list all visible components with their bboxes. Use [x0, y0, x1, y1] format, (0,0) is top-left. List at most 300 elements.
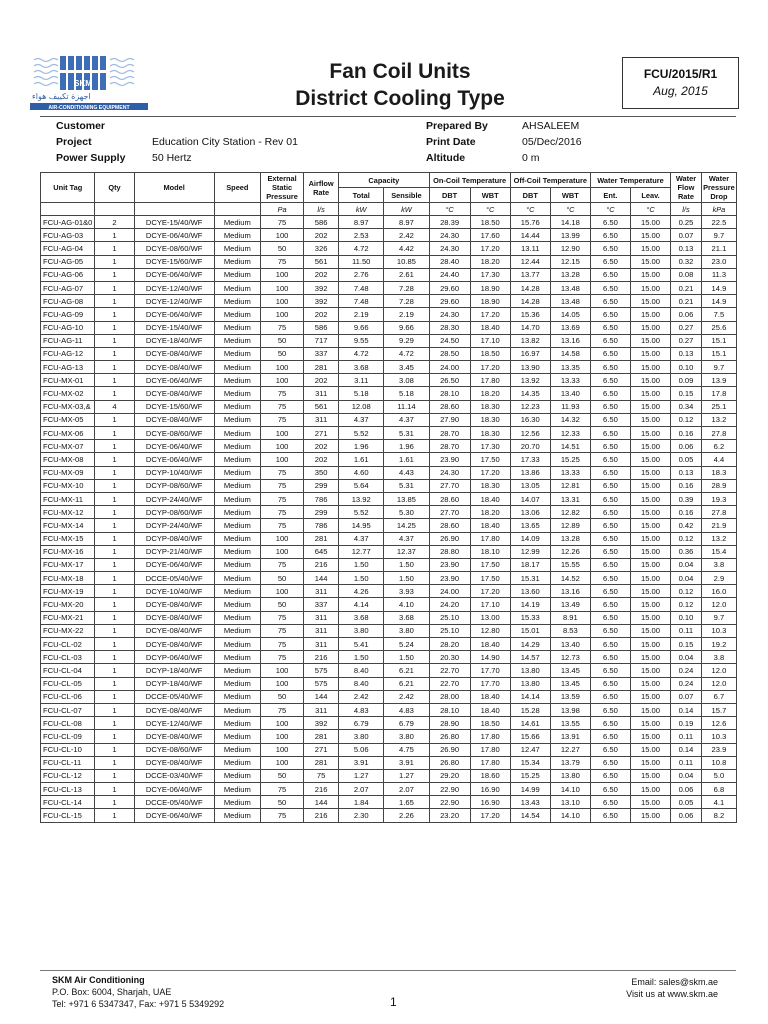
info-values-right: [522, 118, 582, 166]
table-cell: 12.37: [384, 545, 429, 558]
table-cell: 4.75: [384, 743, 429, 756]
table-cell: FCU-MX-07: [41, 440, 95, 453]
table-cell: 19.3: [701, 492, 736, 505]
table-cell: 8.97: [384, 216, 429, 229]
table-cell: 22.70: [429, 664, 470, 677]
table-cell: 2.53: [339, 229, 384, 242]
table-cell: 1: [95, 466, 134, 479]
table-cell: 6.50: [590, 506, 630, 519]
table-cell: 2: [95, 216, 134, 229]
table-cell: 3.68: [339, 361, 384, 374]
table-cell: 1: [95, 677, 134, 690]
info-values-left: [152, 118, 298, 166]
table-cell: 27.70: [429, 506, 470, 519]
table-cell: 15.00: [630, 624, 670, 637]
table-cell: 0.06: [671, 440, 702, 453]
table-cell: 14.10: [550, 809, 590, 822]
table-cell: 13.92: [339, 492, 384, 505]
table-cell: 0.24: [671, 677, 702, 690]
table-cell: 100: [260, 440, 303, 453]
table-cell: 1: [95, 624, 134, 637]
table-cell: 4.43: [384, 466, 429, 479]
table-cell: DCCE-05/40/WF: [134, 572, 214, 585]
table-cell: 1: [95, 308, 134, 321]
table-cell: FCU-AG-09: [41, 308, 95, 321]
table-cell: 16.90: [470, 783, 510, 796]
table-cell: 13.2: [701, 413, 736, 426]
table-cell: Medium: [214, 611, 260, 624]
table-cell: 15.00: [630, 387, 670, 400]
table-cell: 13.49: [550, 598, 590, 611]
table-cell: 786: [304, 519, 339, 532]
table-cell: 6.50: [590, 387, 630, 400]
table-cell: 100: [260, 295, 303, 308]
table-cell: 28.9: [701, 479, 736, 492]
table-cell: DCYE-06/40/WF: [134, 440, 214, 453]
table-cell: 4.37: [339, 413, 384, 426]
col-water-leav: Leav.: [630, 188, 670, 203]
table-cell: 15.00: [630, 229, 670, 242]
table-cell: 22.70: [429, 677, 470, 690]
table-row: [41, 506, 737, 519]
table-cell: Medium: [214, 677, 260, 690]
table-cell: 6.50: [590, 308, 630, 321]
table-cell: 18.40: [470, 690, 510, 703]
table-cell: 311: [304, 638, 339, 651]
table-cell: 645: [304, 545, 339, 558]
table-cell: 100: [260, 717, 303, 730]
table-cell: 6.50: [590, 558, 630, 571]
table-cell: Medium: [214, 400, 260, 413]
table-cell: 17.70: [470, 664, 510, 677]
table-cell: 6.50: [590, 585, 630, 598]
table-cell: 28.30: [429, 321, 470, 334]
table-cell: Medium: [214, 321, 260, 334]
table-cell: DCYP-08/60/WF: [134, 479, 214, 492]
table-cell: 28.70: [429, 440, 470, 453]
table-cell: 14.35: [510, 387, 550, 400]
table-cell: 1: [95, 611, 134, 624]
table-cell: 75: [260, 492, 303, 505]
table-cell: Medium: [214, 440, 260, 453]
table-cell: 0.11: [671, 756, 702, 769]
table-cell: 1: [95, 492, 134, 505]
table-cell: 0.16: [671, 506, 702, 519]
table-cell: 28.90: [429, 717, 470, 730]
table-cell: 3.93: [384, 585, 429, 598]
table-cell: 13.79: [550, 756, 590, 769]
logo-subtitle: AIR-CONDITIONING EQUIPMENT: [48, 105, 130, 111]
table-cell: 13.91: [550, 730, 590, 743]
table-cell: 0.12: [671, 532, 702, 545]
table-cell: 12.15: [550, 255, 590, 268]
fan-coil-table: [40, 172, 737, 823]
table-cell: 216: [304, 783, 339, 796]
col-oncoil: On-Coil Temperature: [429, 173, 510, 188]
table-cell: 14.61: [510, 717, 550, 730]
table-cell: 6.50: [590, 281, 630, 294]
table-cell: 4.72: [339, 242, 384, 255]
table-cell: 18.10: [470, 545, 510, 558]
table-cell: DCYE-18/40/WF: [134, 334, 214, 347]
table-cell: 1: [95, 387, 134, 400]
table-cell: 0.07: [671, 690, 702, 703]
table-cell: 17.50: [470, 558, 510, 571]
table-cell: 24.30: [429, 466, 470, 479]
table-cell: 13.00: [470, 611, 510, 624]
table-cell: FCU-MX-10: [41, 479, 95, 492]
table-cell: 12.82: [550, 506, 590, 519]
table-cell: Medium: [214, 347, 260, 360]
table-cell: Medium: [214, 268, 260, 281]
table-row: [41, 585, 737, 598]
col-airflow: Airflow Rate: [304, 173, 339, 203]
table-cell: 0.15: [671, 387, 702, 400]
table-cell: 6.79: [339, 717, 384, 730]
power-supply-label: Power Supply: [56, 152, 126, 164]
table-cell: 1: [95, 361, 134, 374]
table-row: [41, 690, 737, 703]
table-cell: 29.60: [429, 295, 470, 308]
table-cell: 17.80: [470, 374, 510, 387]
table-cell: 575: [304, 677, 339, 690]
table-cell: 0.16: [671, 427, 702, 440]
table-cell: 1: [95, 374, 134, 387]
table-cell: Medium: [214, 492, 260, 505]
table-cell: 6.50: [590, 440, 630, 453]
table-cell: DCYP-24/40/WF: [134, 492, 214, 505]
table-cell: FCU-AG-05: [41, 255, 95, 268]
table-cell: 12.6: [701, 717, 736, 730]
table-row: [41, 598, 737, 611]
table-cell: 23.90: [429, 558, 470, 571]
table-cell: 2.9: [701, 572, 736, 585]
table-cell: 8.40: [339, 677, 384, 690]
table-cell: 15.00: [630, 664, 670, 677]
table-cell: 18.40: [470, 519, 510, 532]
table-cell: Medium: [214, 229, 260, 242]
table-cell: 100: [260, 585, 303, 598]
table-cell: 14.14: [510, 690, 550, 703]
table-cell: 17.30: [470, 440, 510, 453]
table-cell: DCCE-03/40/WF: [134, 769, 214, 782]
table-cell: 24.00: [429, 361, 470, 374]
table-cell: 6.50: [590, 611, 630, 624]
table-cell: 100: [260, 677, 303, 690]
table-cell: 5.06: [339, 743, 384, 756]
table-cell: 6.50: [590, 242, 630, 255]
table-cell: 8.2: [701, 809, 736, 822]
table-cell: 0.19: [671, 717, 702, 730]
table-cell: 0.10: [671, 361, 702, 374]
table-cell: 18.30: [470, 479, 510, 492]
table-cell: 13.10: [550, 796, 590, 809]
table-cell: 0.16: [671, 479, 702, 492]
table-cell: 6.50: [590, 334, 630, 347]
table-cell: Medium: [214, 558, 260, 571]
table-cell: 14.05: [550, 308, 590, 321]
table-cell: FCU-AG-08: [41, 295, 95, 308]
table-row: [41, 466, 737, 479]
table-cell: 14.18: [550, 216, 590, 229]
table-cell: 50: [260, 690, 303, 703]
unit-cell: l/s: [304, 203, 339, 216]
table-cell: 4: [95, 400, 134, 413]
table-cell: FCU-MX-06: [41, 427, 95, 440]
table-row: [41, 717, 737, 730]
table-row: [41, 519, 737, 532]
table-cell: 12.0: [701, 598, 736, 611]
footer-contact: [626, 976, 718, 1000]
table-cell: 75: [260, 519, 303, 532]
table-row: [41, 308, 737, 321]
col-sensible: Sensible: [384, 188, 429, 203]
col-offcoil-wbt: WBT: [550, 188, 590, 203]
table-row: [41, 242, 737, 255]
table-cell: 0.15: [671, 638, 702, 651]
table-cell: 0.05: [671, 796, 702, 809]
table-cell: 0.21: [671, 295, 702, 308]
table-cell: 1: [95, 295, 134, 308]
table-row: [41, 268, 737, 281]
table-cell: 15.00: [630, 532, 670, 545]
table-cell: 23.0: [701, 255, 736, 268]
table-cell: 75: [260, 479, 303, 492]
power-supply-value: 50 Hertz: [152, 152, 192, 164]
table-cell: 4.83: [384, 703, 429, 716]
table-cell: 15.28: [510, 703, 550, 716]
table-cell: DCYP-08/60/WF: [134, 506, 214, 519]
table-cell: 1: [95, 717, 134, 730]
table-cell: 75: [260, 255, 303, 268]
table-cell: 13.31: [550, 492, 590, 505]
table-cell: 6.50: [590, 479, 630, 492]
table-cell: 15.36: [510, 308, 550, 321]
table-cell: 4.72: [339, 347, 384, 360]
table-cell: 17.10: [470, 598, 510, 611]
title-line-2: District Cooling Type: [295, 87, 505, 110]
table-cell: 13.85: [384, 492, 429, 505]
table-cell: 5.31: [384, 427, 429, 440]
table-cell: 6.50: [590, 453, 630, 466]
table-cell: 6.50: [590, 572, 630, 585]
table-cell: 24.20: [429, 598, 470, 611]
table-cell: FCU-AG-12: [41, 347, 95, 360]
table-cell: 4.37: [339, 532, 384, 545]
table-cell: 13.43: [510, 796, 550, 809]
table-cell: 1: [95, 519, 134, 532]
info-labels-right: [426, 118, 488, 166]
table-cell: 1: [95, 756, 134, 769]
table-cell: 6.50: [590, 717, 630, 730]
table-row: [41, 572, 737, 585]
table-cell: 15.25: [550, 453, 590, 466]
footer-po-box: P.O. Box: 6004, Sharjah, UAE: [52, 987, 172, 997]
table-cell: DCYE-12/40/WF: [134, 281, 214, 294]
table-row: [41, 796, 737, 809]
table-cell: 10.85: [384, 255, 429, 268]
table-cell: 12.47: [510, 743, 550, 756]
table-cell: 6.50: [590, 532, 630, 545]
table-cell: 15.00: [630, 585, 670, 598]
table-cell: 50: [260, 242, 303, 255]
table-cell: 7.5: [701, 308, 736, 321]
table-cell: 6.50: [590, 295, 630, 308]
table-cell: 15.00: [630, 242, 670, 255]
table-cell: 22.90: [429, 783, 470, 796]
table-cell: 15.00: [630, 783, 670, 796]
unit-cell: kPa: [701, 203, 736, 216]
table-cell: 6.50: [590, 545, 630, 558]
table-cell: 6.50: [590, 730, 630, 743]
table-cell: 0.06: [671, 308, 702, 321]
table-cell: 15.00: [630, 347, 670, 360]
table-cell: 15.00: [630, 730, 670, 743]
table-cell: 1: [95, 572, 134, 585]
table-cell: 12.26: [550, 545, 590, 558]
table-cell: 5.52: [339, 506, 384, 519]
project-value: Education City Station - Rev 01: [152, 136, 298, 148]
table-cell: 75: [260, 506, 303, 519]
table-cell: 13.69: [550, 321, 590, 334]
table-cell: 23.9: [701, 743, 736, 756]
table-cell: 25.10: [429, 611, 470, 624]
table-cell: Medium: [214, 361, 260, 374]
info-labels-left: [56, 118, 125, 166]
table-cell: 6.50: [590, 427, 630, 440]
footer-email[interactable]: Email: sales@skm.ae: [631, 977, 718, 987]
table-cell: DCYP-21/40/WF: [134, 545, 214, 558]
table-row: [41, 453, 737, 466]
table-cell: 1: [95, 321, 134, 334]
table-cell: 15.00: [630, 611, 670, 624]
table-cell: 6.50: [590, 374, 630, 387]
table-cell: 13.65: [510, 519, 550, 532]
table-cell: 15.00: [630, 440, 670, 453]
table-cell: 6.79: [384, 717, 429, 730]
table-cell: 75: [260, 809, 303, 822]
table-cell: 75: [260, 638, 303, 651]
table-cell: 15.00: [630, 572, 670, 585]
table-cell: DCYE-06/40/WF: [134, 809, 214, 822]
table-cell: 13.77: [510, 268, 550, 281]
table-cell: FCU-MX-20: [41, 598, 95, 611]
table-cell: 311: [304, 585, 339, 598]
table-cell: 3.80: [339, 730, 384, 743]
table-cell: DCYE-06/40/WF: [134, 783, 214, 796]
table-cell: 0.42: [671, 519, 702, 532]
table-row: [41, 347, 737, 360]
skm-logo: [30, 52, 170, 112]
table-cell: Medium: [214, 295, 260, 308]
unit-cell: °C: [590, 203, 630, 216]
table-cell: 717: [304, 334, 339, 347]
table-cell: 12.80: [470, 624, 510, 637]
table-cell: 14.52: [550, 572, 590, 585]
table-cell: 27.90: [429, 413, 470, 426]
table-cell: 1.50: [339, 558, 384, 571]
table-cell: 202: [304, 229, 339, 242]
table-cell: 100: [260, 374, 303, 387]
table-cell: 17.8: [701, 387, 736, 400]
table-cell: 12.77: [339, 545, 384, 558]
footer-website[interactable]: Visit us at www.skm.ae: [626, 989, 718, 999]
table-cell: Medium: [214, 756, 260, 769]
table-cell: 18.20: [470, 506, 510, 519]
table-cell: DCYE-08/40/WF: [134, 347, 214, 360]
table-cell: 75: [260, 558, 303, 571]
table-cell: 18.50: [470, 347, 510, 360]
table-cell: 15.00: [630, 651, 670, 664]
table-cell: 28.10: [429, 387, 470, 400]
table-cell: FCU-AG-07: [41, 281, 95, 294]
logo-text: SKM: [74, 79, 92, 88]
table-cell: 15.00: [630, 703, 670, 716]
table-cell: FCU-MX-02: [41, 387, 95, 400]
table-cell: FCU-AG-04: [41, 242, 95, 255]
table-cell: 12.99: [510, 545, 550, 558]
table-cell: 50: [260, 347, 303, 360]
table-cell: 13.35: [550, 361, 590, 374]
table-cell: FCU-AG-13: [41, 361, 95, 374]
table-cell: 13.99: [550, 229, 590, 242]
table-cell: 75: [260, 611, 303, 624]
table-cell: 13.82: [510, 334, 550, 347]
table-cell: Medium: [214, 717, 260, 730]
table-cell: DCYE-15/40/WF: [134, 321, 214, 334]
table-cell: 4.4: [701, 453, 736, 466]
table-cell: 7.28: [384, 295, 429, 308]
table-cell: 0.39: [671, 492, 702, 505]
table-cell: 12.0: [701, 664, 736, 677]
table-cell: 1: [95, 479, 134, 492]
table-cell: 0.04: [671, 572, 702, 585]
col-capacity: Capacity: [339, 173, 429, 188]
table-cell: DCYE-06/40/WF: [134, 453, 214, 466]
table-cell: 202: [304, 268, 339, 281]
table-cell: 17.50: [470, 572, 510, 585]
customer-label: Customer: [56, 120, 106, 132]
table-cell: 100: [260, 532, 303, 545]
table-cell: 13.2: [701, 532, 736, 545]
table-cell: 0.13: [671, 347, 702, 360]
table-cell: 5.64: [339, 479, 384, 492]
table-cell: FCU-CL-09: [41, 730, 95, 743]
table-cell: 24.30: [429, 242, 470, 255]
table-cell: 5.52: [339, 427, 384, 440]
table-cell: 28.20: [429, 638, 470, 651]
table-cell: 13.80: [550, 769, 590, 782]
table-cell: 0.14: [671, 703, 702, 716]
table-cell: 15.00: [630, 743, 670, 756]
table-cell: 100: [260, 664, 303, 677]
table-cell: 12.73: [550, 651, 590, 664]
table-cell: DCYE-15/40/WF: [134, 216, 214, 229]
table-cell: 3.80: [384, 730, 429, 743]
table-cell: 15.00: [630, 769, 670, 782]
table-cell: 3.80: [384, 624, 429, 637]
table-cell: 281: [304, 730, 339, 743]
table-cell: 17.20: [470, 242, 510, 255]
table-cell: 15.00: [630, 281, 670, 294]
table-cell: 216: [304, 809, 339, 822]
table-cell: 15.31: [510, 572, 550, 585]
table-cell: 1.84: [339, 796, 384, 809]
table-cell: 13.90: [510, 361, 550, 374]
table-cell: 24.30: [429, 308, 470, 321]
table-cell: 326: [304, 242, 339, 255]
table-cell: 24.40: [429, 268, 470, 281]
